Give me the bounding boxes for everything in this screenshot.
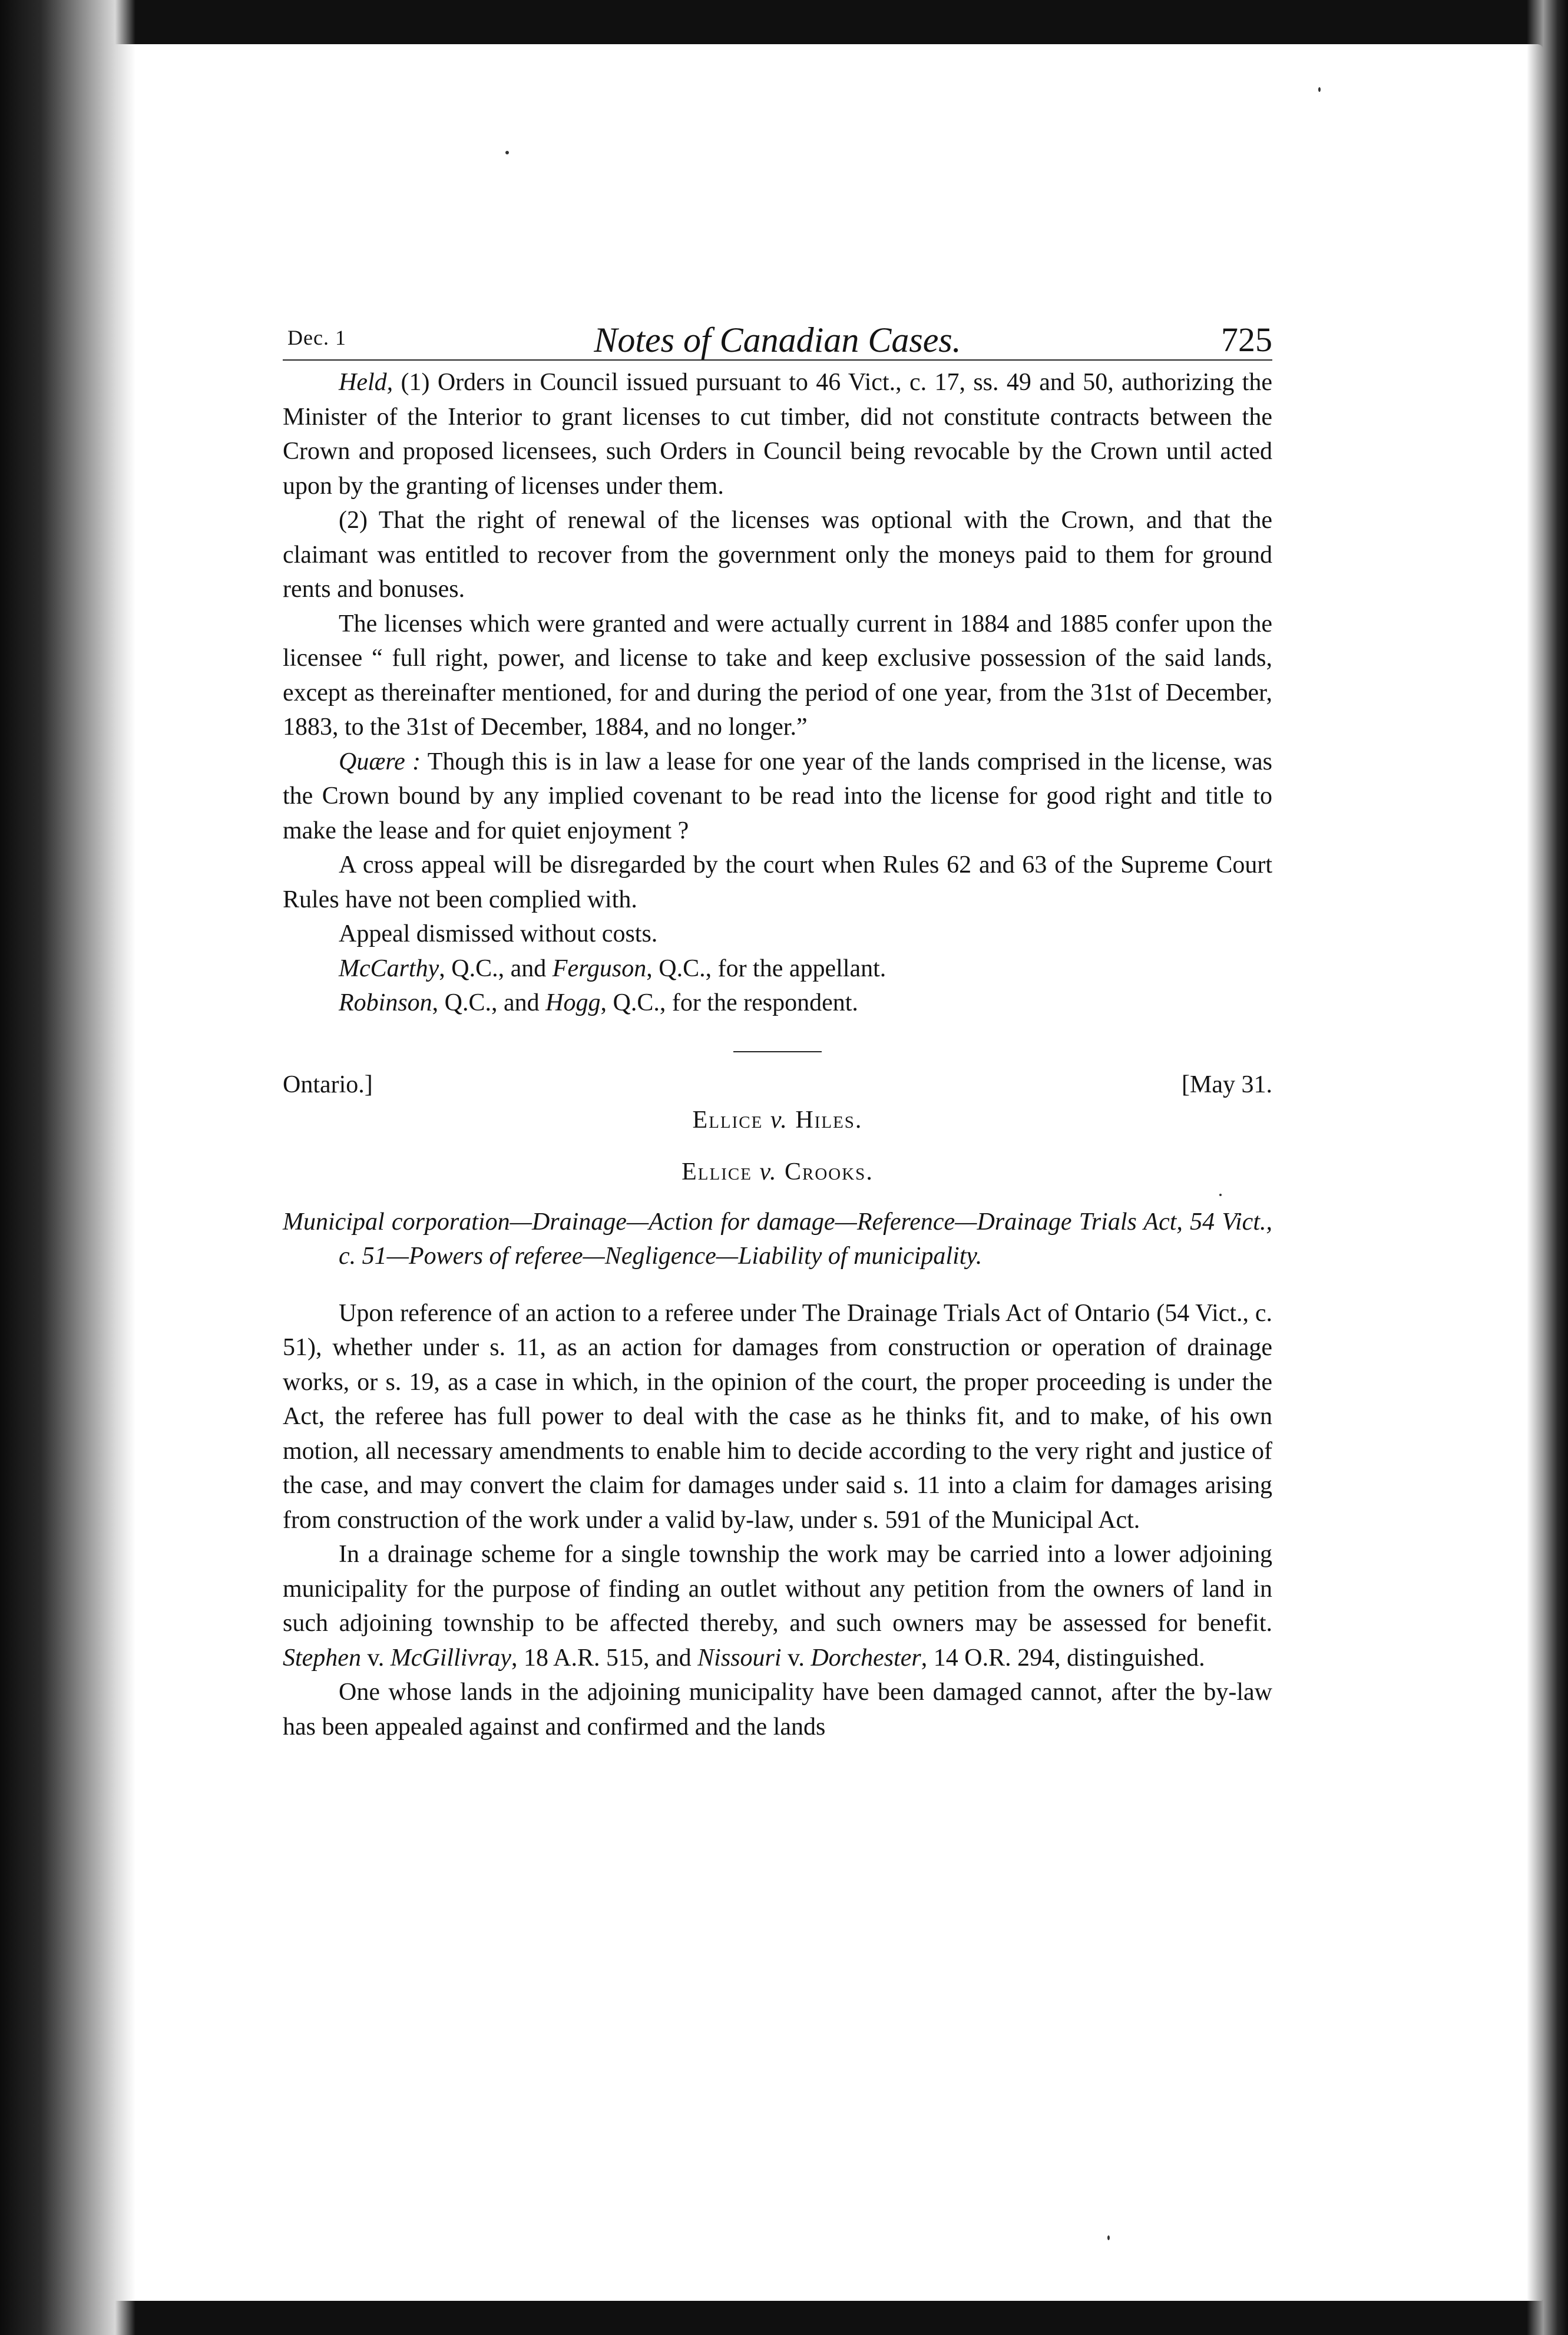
party-name: Ellice <box>692 1106 763 1134</box>
point-2-paragraph: (2) That the right of renewal of the licenses was optional with the Crown, and that the claimant was entitled to recover from the government only the moneys paid to them for ground rents and bonuses. <box>283 507 1272 603</box>
party-name: Crooks. <box>785 1158 874 1185</box>
versus: v. <box>367 1644 385 1672</box>
versus: v. <box>759 1158 778 1185</box>
scan-speck <box>505 151 509 154</box>
party-name: Ellice <box>682 1158 752 1185</box>
counsel-name: Robinson <box>339 989 432 1016</box>
case-name: Nissouri <box>697 1644 782 1672</box>
versus: v. <box>770 1106 788 1134</box>
case-paragraph-1: Upon reference of an action to a referee under The Drainage Trials Act of Ontario (54 Vict., c. 51), whether under s. 11, as an action for damages from construction or operation of drainage works, or s. 19, as a case in which, in the opinion of the court, the proper proceeding is under the Act, the referee has full power to deal with the case as he thinks fit, and to make, of his own motion, all necessary amendments to enable him to decide according to the very right and justice of the case, and may convert the claim for damages under said s. 11 into a claim for damages arising from construction of the work under a valid by-law, under s. 591 of the Municipal Act. <box>283 1299 1272 1534</box>
cross-appeal-paragraph: A cross appeal will be disregarded by the court when Rules 62 and 63 of the Supreme Court Rules have not been complied with. <box>283 851 1272 913</box>
versus: v. <box>788 1644 805 1672</box>
case-separator <box>733 1051 822 1052</box>
counsel-name: Hogg <box>545 989 601 1016</box>
counsel-name: McCarthy <box>339 955 439 982</box>
counsel-text: , Q.C., for the appellant. <box>646 955 886 982</box>
page-text <box>283 312 1272 1744</box>
quaere-paragraph <box>283 745 1272 848</box>
counsel-text: , Q.C., and <box>432 989 546 1016</box>
held-label: Held, <box>339 369 393 396</box>
case-name: Stephen <box>283 1644 361 1672</box>
case-court-date-row <box>283 1068 1272 1102</box>
scan-speck <box>1318 87 1321 92</box>
disposition-line: Appeal dismissed without costs. <box>339 920 658 947</box>
header-date: Dec. 1 <box>287 325 346 349</box>
counsel-name: Ferguson <box>552 955 647 982</box>
licenses-paragraph: The licenses which were granted and were actually current in 1884 and 1885 confer upon the licensee “ full right, power, and license to take and keep exclusive possession of the said lands, except as thereinafter mentioned, for and during the period of one year, from the 31st of December, 1883, to the 31st of December, 1884, and no longer.” <box>283 610 1272 741</box>
citation: , 14 O.R. 294, distinguished. <box>921 1644 1205 1672</box>
counsel-appellant-line <box>283 952 1272 986</box>
court-label: Ontario.] <box>283 1071 373 1098</box>
case-name: Dorchester <box>811 1644 921 1672</box>
decision-date: [May 31. <box>1182 1071 1272 1098</box>
held-paragraph <box>283 365 1272 503</box>
case-name: McGillivray <box>390 1644 511 1672</box>
headnote: Municipal corporation—Drainage—Action for damage—Reference—Drainage Trials Act, 54 Vict., c. 51—Powers of referee—Negligence—Liability of municipality. <box>283 1208 1272 1270</box>
quaere-label: Quære : <box>339 748 421 775</box>
counsel-text: , Q.C., for the respondent. <box>600 989 858 1016</box>
counsel-text: , Q.C., and <box>439 955 553 982</box>
running-header <box>283 312 1272 361</box>
case-paragraph-2 <box>283 1537 1272 1675</box>
scan-speck <box>1107 2235 1110 2240</box>
party-name: Hiles. <box>795 1106 863 1134</box>
page-number: 725 <box>1221 320 1272 359</box>
case-title-1 <box>283 1103 1272 1138</box>
citation: , 18 A.R. 515, and <box>511 1644 692 1672</box>
held-text: (1) Orders in Council issued pursuant to 46 Vict., c. 17, ss. 49 and 50, authorizing the Minister of the Interior to grant licenses to cut timber, did not constitute contracts between the Crown and proposed licensees, such Orders in Council being revocable by the Crown until acted upon by the granting of licenses under them. <box>283 369 1273 500</box>
case-paragraph-3: One whose lands in the adjoining municipality have been damaged cannot, after the by-law has been appealed against and confirmed and the lands <box>283 1679 1272 1740</box>
binding-shadow <box>0 0 135 2335</box>
case-title-2 <box>283 1155 1272 1190</box>
quaere-text: Though this is in law a lease for one year of the lands comprised in the license, was the Crown bound by any implied covenant to be read into the license for good right and title to make the lease and for quiet enjoyment ? <box>283 748 1272 844</box>
counsel-respondent-line <box>283 986 1272 1020</box>
paragraph-text: In a drainage scheme for a single township the work may be carried into a lower adjoining municipality for the purpose of finding an outlet without any petition from the owners of land in such adjoining township to be affected thereby, and such owners may be assessed for benefit. <box>283 1541 1272 1637</box>
page-edge-shadow <box>1527 0 1568 2335</box>
header-title: Notes of Canadian Cases. <box>594 320 961 359</box>
